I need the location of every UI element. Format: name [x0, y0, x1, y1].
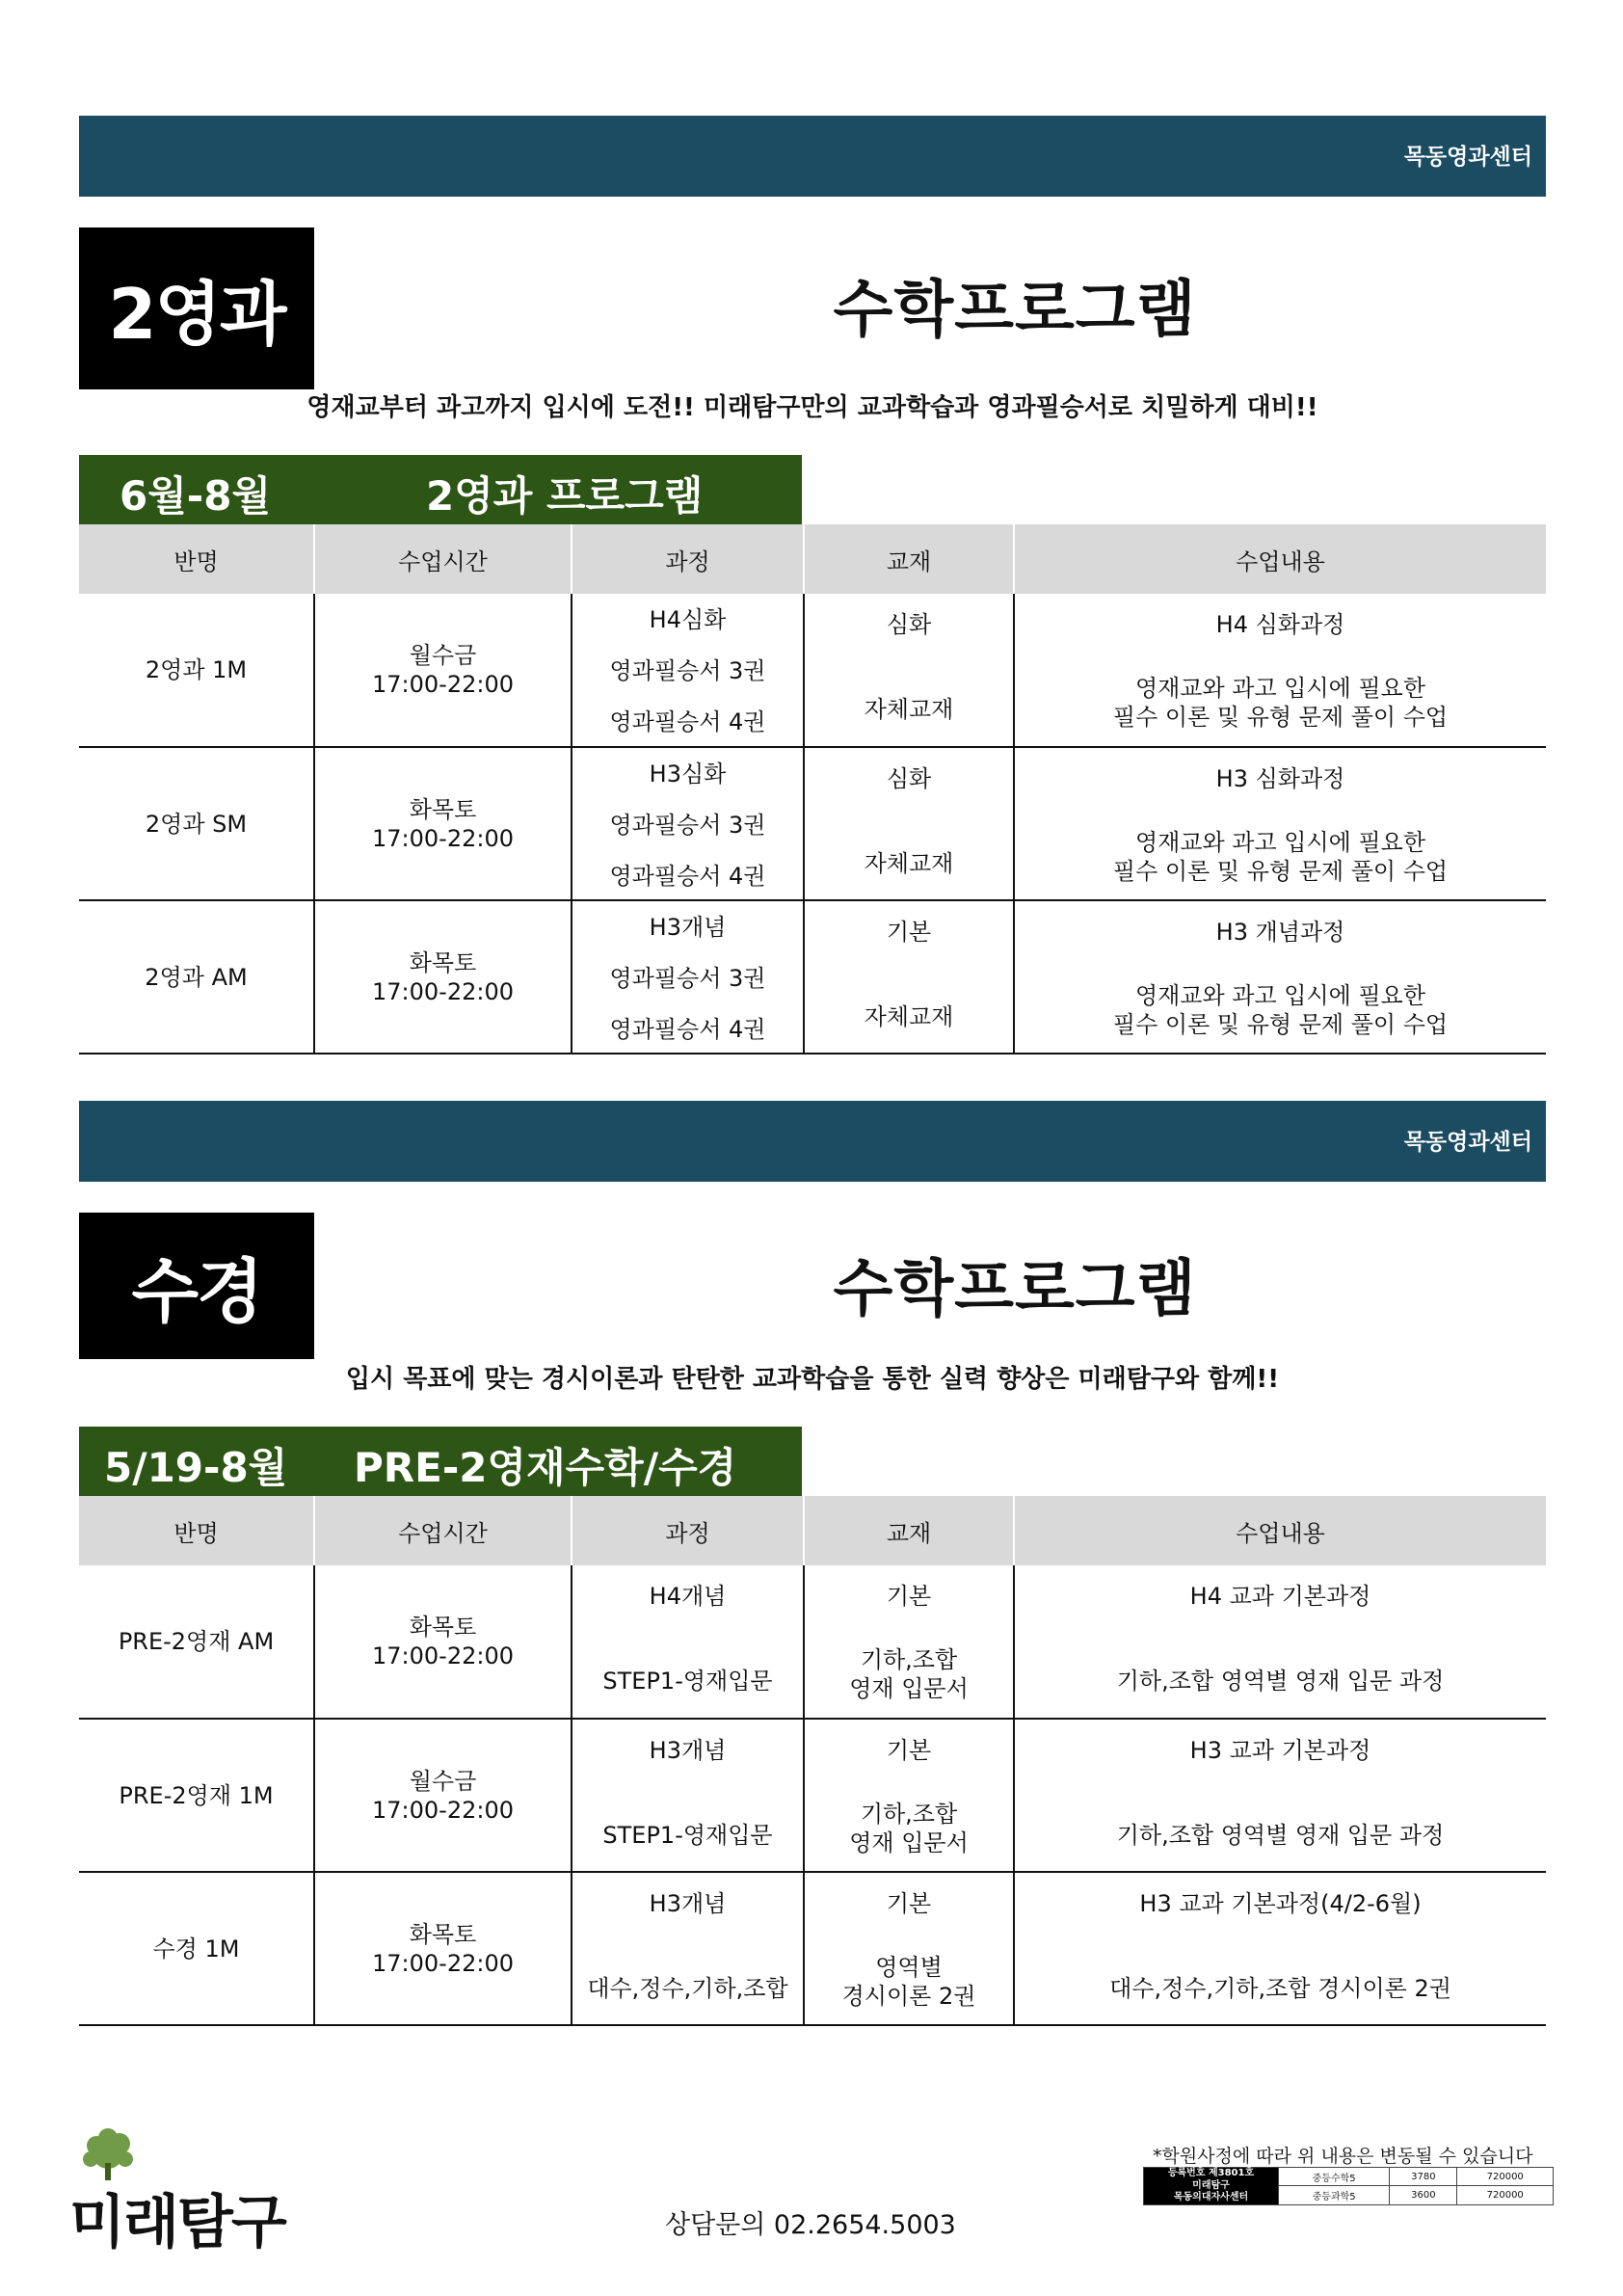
level-badge: 수경 — [79, 1213, 314, 1359]
book-level: 기본 — [886, 1889, 932, 1917]
tagline: 영재교부터 과고까지 입시에 도전!! 미래탐구만의 교과학습과 영과필승서로 치밀하게 대비!! — [306, 393, 1318, 422]
registration-info — [1144, 2168, 1279, 2205]
class-hours: 17:00-22:00 — [372, 824, 514, 852]
book-level: 기본 — [886, 918, 932, 946]
table-row — [79, 747, 1546, 900]
content-title: H3 교과 기본과정(4/2-6월) — [1139, 1889, 1422, 1917]
class-days: 화목토 — [409, 1920, 477, 1948]
content-description: 영재교와 과고 입시에 필요한 필수 이론 및 유형 문제 풀이 수업 — [1112, 828, 1449, 885]
class-name: 2영과 AM — [79, 900, 314, 1054]
course-item: 대수,정수,기하,조합 — [587, 1974, 788, 2002]
column-header: 교재 — [804, 1496, 1014, 1565]
class-hours: 17:00-22:00 — [372, 1949, 514, 1977]
center-name: 목동영과센터 — [1403, 1130, 1532, 1155]
table-row — [79, 1872, 1546, 2025]
hours-cell: 3600 — [1390, 2186, 1457, 2204]
fee-cell: 720000 — [1457, 2168, 1554, 2186]
content-description: 영재교와 과고 입시에 필요한 필수 이론 및 유형 문제 풀이 수업 — [1112, 981, 1449, 1038]
column-header: 수업시간 — [314, 524, 572, 594]
table-row — [79, 900, 1546, 1054]
book-name: 기하,조합 영재 입문서 — [849, 1800, 969, 1856]
hours-cell: 3780 — [1390, 2168, 1457, 2186]
book-level: 기본 — [886, 1736, 932, 1764]
course-item: 영과필승서 4권 — [609, 1015, 766, 1043]
content-cell — [1014, 747, 1546, 900]
class-name: PRE-2영재 1M — [79, 1719, 314, 1872]
content-cell — [1014, 1565, 1546, 1719]
class-hours: 17:00-22:00 — [372, 1642, 514, 1669]
content-description: 기하,조합 영역별 영재 입문 과정 — [1116, 1821, 1445, 1849]
book-name: 자체교재 — [864, 1002, 954, 1030]
period-label: 5/19-8월 — [104, 1444, 288, 1491]
program-section-2 — [79, 1101, 1546, 2055]
academy-name: 미래탐구 — [1192, 2179, 1230, 2191]
course-item: 영과필승서 3권 — [609, 964, 766, 992]
column-header: 교재 — [804, 524, 1014, 594]
class-time — [314, 747, 572, 900]
book-level: 심화 — [886, 611, 932, 638]
tagline: 입시 목표에 맞는 경시이론과 탄탄한 교과학습을 통한 실력 향상은 미래탐구와 함께!! — [345, 1365, 1280, 1394]
course-cell — [572, 1565, 804, 1719]
content-cell — [1014, 594, 1546, 747]
course-cell — [572, 1872, 804, 2025]
column-header: 과정 — [572, 1496, 804, 1565]
book-cell — [804, 747, 1014, 900]
book-level: 심화 — [886, 764, 932, 792]
content-description: 영재교와 과고 입시에 필요한 필수 이론 및 유형 문제 풀이 수업 — [1112, 675, 1449, 731]
registration-table — [1143, 2167, 1554, 2205]
fee-cell: 720000 — [1457, 2186, 1554, 2204]
content-description: 대수,정수,기하,조합 경시이론 2권 — [1109, 1974, 1451, 2002]
course-cell — [572, 594, 804, 747]
registration-number: 등록번호 제3801호 — [1167, 2168, 1255, 2178]
content-title: H3 심화과정 — [1215, 764, 1345, 792]
book-cell — [804, 1872, 1014, 2025]
class-name: PRE-2영재 AM — [79, 1565, 314, 1719]
program-title: 수학프로그램 — [833, 1254, 1197, 1325]
table-row — [1144, 2168, 1554, 2186]
program-name: 2영과 프로그램 — [426, 472, 704, 520]
class-hours: 17:00-22:00 — [372, 671, 514, 698]
course-item: 영과필승서 3권 — [609, 811, 766, 839]
book-cell — [804, 594, 1014, 747]
course-item: 영과필승서 4권 — [609, 862, 766, 890]
course-item: H3심화 — [649, 760, 727, 788]
book-level: 기본 — [886, 1583, 932, 1610]
class-name: 2영과 SM — [79, 747, 314, 900]
program-title: 수학프로그램 — [833, 275, 1197, 346]
footer — [0, 2101, 1623, 2294]
change-notice: *학원사정에 따라 위 내용은 변동될 수 있습니다 — [1153, 2146, 1533, 2167]
header-bar — [79, 116, 1546, 197]
course-cell — [572, 747, 804, 900]
course-item: 영과필승서 4권 — [609, 708, 766, 735]
program-name: PRE-2영재수학/수경 — [354, 1444, 737, 1491]
class-time — [314, 1719, 572, 1872]
course-item: H4심화 — [649, 606, 727, 633]
class-time — [314, 1565, 572, 1719]
class-days: 화목토 — [409, 1614, 477, 1641]
course-cell — [572, 900, 804, 1054]
class-time — [314, 1872, 572, 2025]
column-header: 반명 — [79, 524, 314, 594]
class-name: 수경 1M — [79, 1872, 314, 2025]
content-cell — [1014, 1719, 1546, 1872]
period-label: 6월-8월 — [120, 472, 272, 520]
center-name: 목동영과센터 — [1403, 145, 1532, 170]
book-name: 자체교재 — [864, 849, 954, 877]
class-days: 화목토 — [409, 795, 477, 823]
header-bar — [79, 1101, 1546, 1182]
content-title: H4 심화과정 — [1215, 611, 1345, 638]
column-header: 반명 — [79, 1496, 314, 1565]
class-time — [314, 594, 572, 747]
table-header-row — [79, 524, 1546, 594]
class-days: 화목토 — [409, 948, 477, 976]
course-item: H4개념 — [649, 1583, 727, 1610]
schedule-table — [79, 1496, 1546, 2026]
content-cell — [1014, 1872, 1546, 2025]
course-item: H3개념 — [649, 1889, 727, 1917]
class-days: 월수금 — [409, 1767, 477, 1795]
content-cell — [1014, 900, 1546, 1054]
contact-phone: 상담문의 02.2654.5003 — [665, 2210, 956, 2240]
class-hours: 17:00-22:00 — [372, 1796, 514, 1824]
logo-text: 미래탐구 — [69, 2189, 285, 2256]
book-name: 자체교재 — [864, 696, 954, 723]
book-name: 기하,조합 영재 입문서 — [849, 1646, 969, 1702]
column-header: 수업시간 — [314, 1496, 572, 1565]
course-item: H3개념 — [649, 1736, 727, 1764]
class-time — [314, 900, 572, 1054]
class-name: 2영과 1M — [79, 594, 314, 747]
content-title: H3 개념과정 — [1215, 918, 1345, 946]
book-cell — [804, 1565, 1014, 1719]
book-cell — [804, 900, 1014, 1054]
level-badge: 2영과 — [79, 227, 314, 389]
table-row — [79, 1565, 1546, 1719]
table-row — [79, 594, 1546, 747]
course-item: 영과필승서 3권 — [609, 657, 766, 684]
column-header: 수업내용 — [1014, 524, 1546, 594]
content-title: H4 교과 기본과정 — [1189, 1583, 1371, 1610]
table-header-row — [79, 1496, 1546, 1565]
period-bar — [79, 1427, 802, 1496]
book-name: 영역별 경시이론 2권 — [841, 1953, 976, 2010]
program-section-1 — [79, 116, 1546, 1070]
column-header: 수업내용 — [1014, 1496, 1546, 1565]
course-item: STEP1-영재입문 — [602, 1668, 773, 1695]
schedule-table — [79, 524, 1546, 1055]
class-hours: 17:00-22:00 — [372, 977, 514, 1005]
column-header: 과정 — [572, 524, 804, 594]
content-title: H3 교과 기본과정 — [1189, 1736, 1371, 1764]
table-row — [79, 1719, 1546, 1872]
subject-cell: 중등과학5 — [1279, 2186, 1390, 2204]
period-bar — [79, 455, 802, 524]
course-item: H3개념 — [649, 913, 727, 941]
course-item: STEP1-영재입문 — [602, 1821, 773, 1849]
course-cell — [572, 1719, 804, 1872]
subject-cell: 중등수학5 — [1279, 2168, 1390, 2186]
book-cell — [804, 1719, 1014, 1872]
content-description: 기하,조합 영역별 영재 입문 과정 — [1116, 1668, 1445, 1695]
center-name: 목동의대자사센터 — [1173, 2192, 1249, 2203]
class-days: 월수금 — [409, 642, 477, 669]
